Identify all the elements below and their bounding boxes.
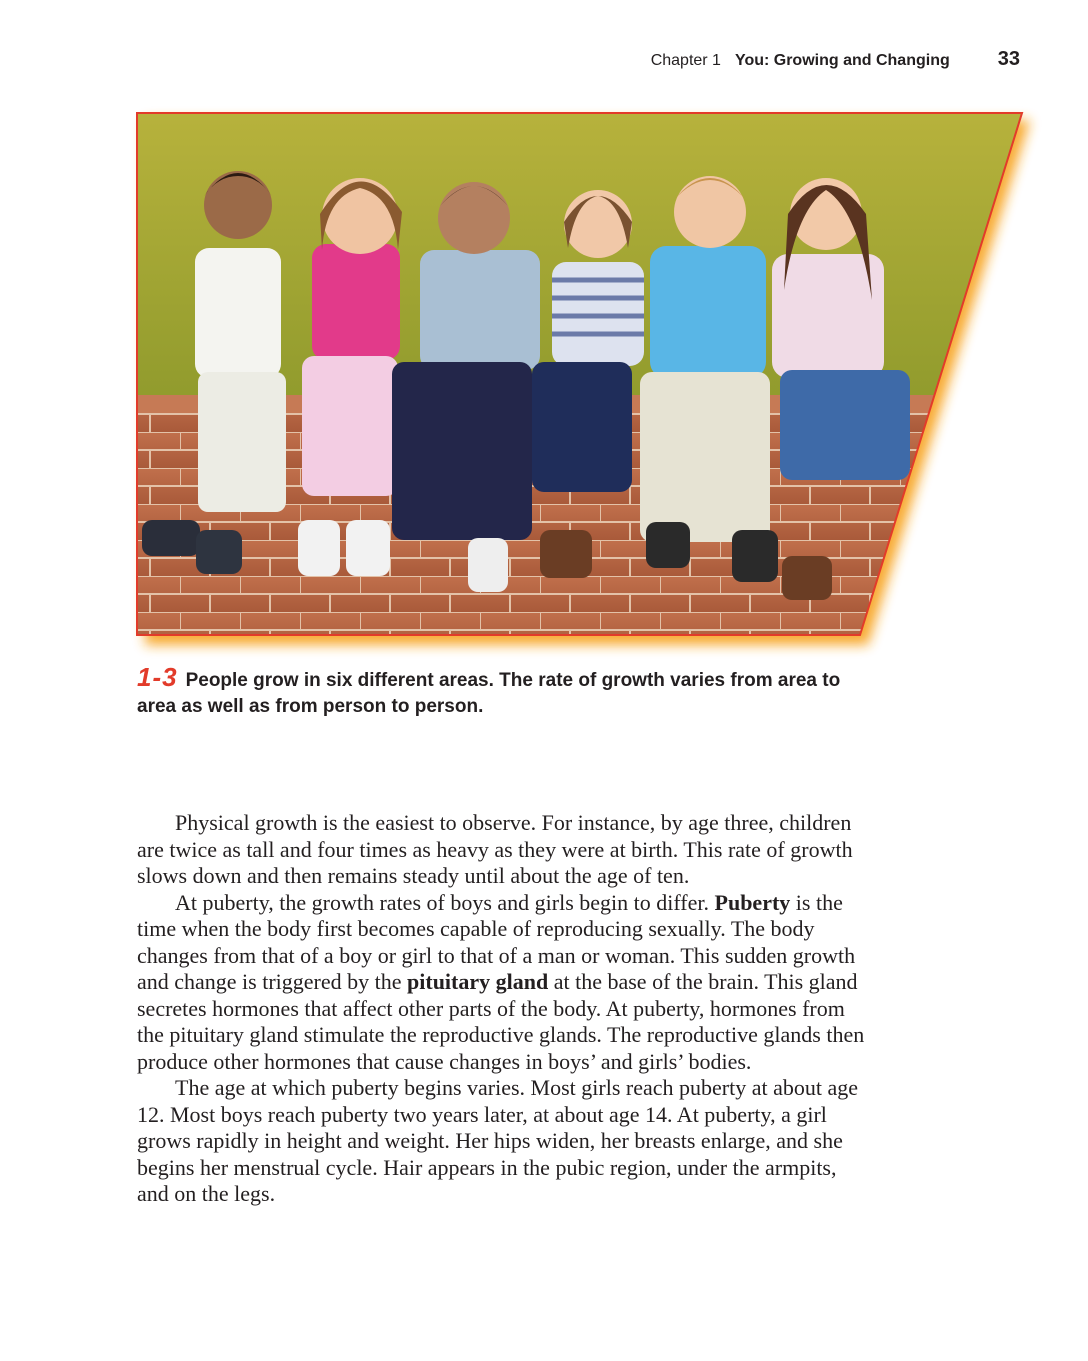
running-head <box>651 48 1020 71</box>
paragraph-2-part-c: at the base of the brain. This gland secretes hormones that affect other parts of the body. At puberty, hormones from the pituitary gland stimulate the reproductive glands. The reproductive glands then produce other hormones that cause changes in boys’ and girls’ bodies. <box>137 969 865 1074</box>
paragraph-1: Physical growth is the easiest to observe. For instance, by age three, children are twice as tall and four times as heavy as they were at birth. This rate of growth slows down and then remains steady until about the age of ten. <box>137 810 853 888</box>
term-pituitary-gland: pituitary gland <box>407 969 549 994</box>
paragraph-3: The age at which puberty begins varies. Most girls reach puberty at about age 12. Most boys reach puberty two years later, at about age 14. At puberty, a girl grows rapidly in height and weight. Her hips widen, her breasts enlarge, and she begins her menstrual cycle. Hair appears in the pubic region, under the armpits, and on the legs. <box>137 1075 858 1206</box>
figure-number: 1-3 <box>137 662 178 692</box>
term-puberty: Puberty <box>714 889 791 915</box>
chapter-title: You: Growing and Changing <box>734 52 950 69</box>
figure-photo <box>0 100 1088 660</box>
paragraph-2-part-b: is the time when the body first becomes capable of reproducing sexually. The body changes from that of a boy or girl to that of a man or woman. This sudden growth and change is triggered by the <box>137 889 856 994</box>
body-text <box>137 810 867 1208</box>
figure-caption <box>137 664 857 720</box>
children-photo <box>0 100 1088 660</box>
chapter-label: Chapter 1 <box>650 52 721 69</box>
paragraph-2 <box>137 890 867 1076</box>
page-number: 33 <box>997 48 1020 70</box>
caption-text: People grow in six different areas. The rate of growth varies from area to area as well as from person to person. <box>137 670 841 717</box>
paragraph-2-part-a: At puberty, the growth rates of boys and girls begin to differ. <box>175 889 715 915</box>
